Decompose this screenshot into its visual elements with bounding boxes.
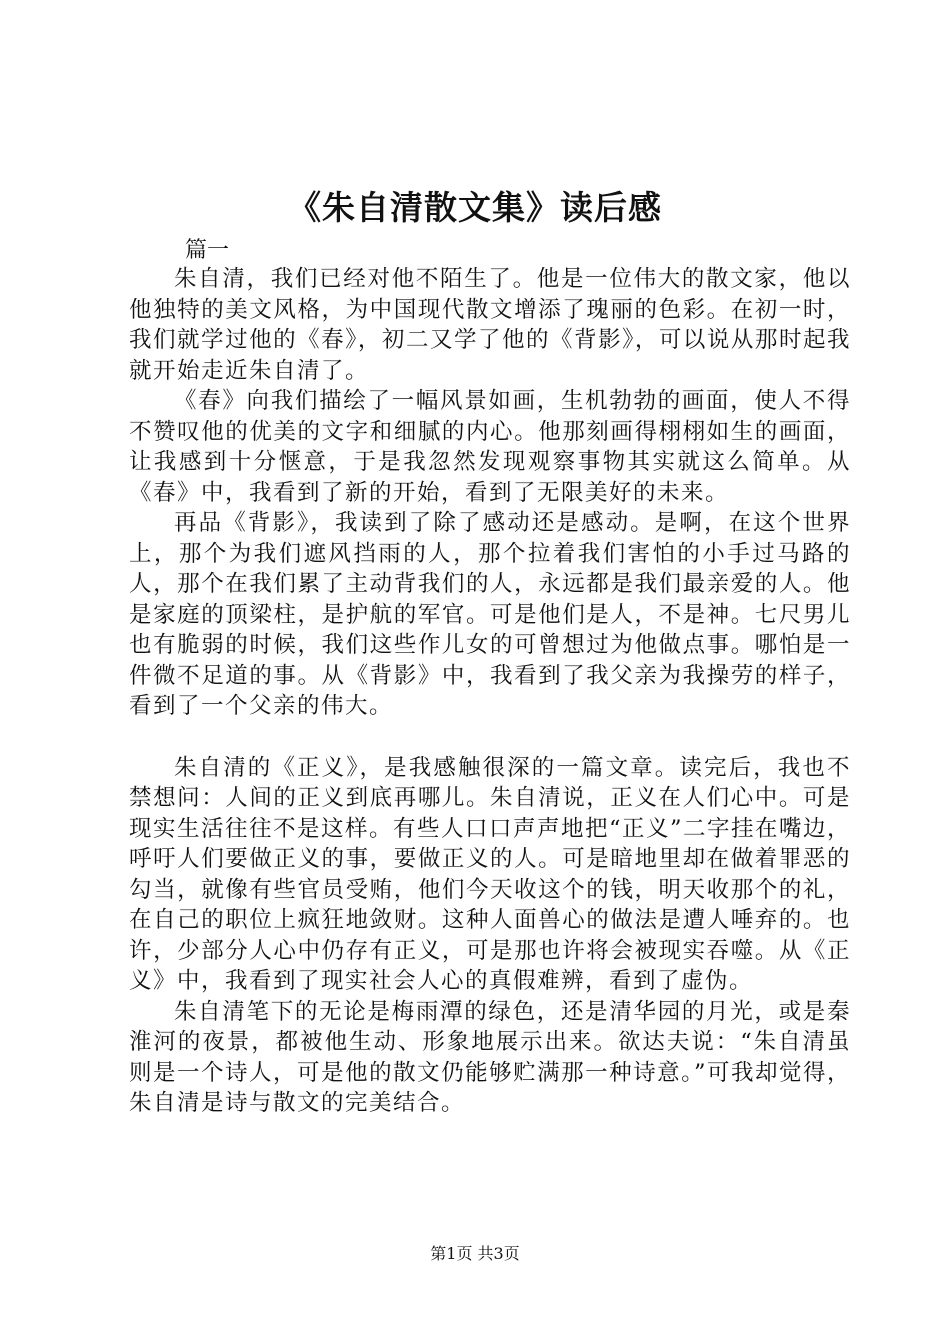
page-footer: 第1页 共3页 (430, 1244, 520, 1263)
document-body (129, 264, 851, 1119)
document-title: 《朱自清散文集》读后感 (288, 188, 662, 227)
paragraph: 朱自清的《正义》，是我感触很深的一篇文章。读完后，我也不禁想问：人间的正义到底再哪儿。朱自清说，正义在人们心中。可是现实生活往往不是这样。有些人口口声声地把“正义”二字挂在嘴边，呼吁人们要做正义的事，要做正义的人。可是暗地里却在做着罪恶的勾当，就像有些官员受贿，他们今天收这个的钱，明天收那个的礼，在自己的职位上疯狂地敛财。这种人面兽心的做法是遭人唾弃的。也许，少部分人心中仍存有正义，可是那也许将会被现实吞噬。从《正义》中，我看到了现实社会人心的真假难辨，看到了虚伪。 (129, 754, 852, 994)
paragraph: 《春》向我们描绘了一幅风景如画，生机勃勃的画面，使人不得不赞叹他的优美的文字和细腻的内心。他那刻画得栩栩如生的画面，让我感到十分惬意，于是我忽然发现观察事物其实就这么简单。从《春》中，我看到了新的开始，看到了无限美好的未来。 (129, 388, 851, 506)
paragraph: 朱自清笔下的无论是梅雨潭的绿色，还是清华园的月光，或是秦淮河的夜景，都被他生动、形象地展示出来。欲达夫说：“朱自清虽则是一个诗人，可是他的散文仍能够贮满那一种诗意。”可我却觉得，朱自清是诗与散文的完美结合。 (129, 998, 851, 1116)
paragraph: 朱自清，我们已经对他不陌生了。他是一位伟大的散文家，他以他独特的美文风格，为中国现代散文增添了瑰丽的色彩。在初一时，我们就学过他的《春》，初二又学了他的《背影》，可以说从那时起我就开始走近朱自清了。 (129, 266, 851, 384)
section-label: 篇一 (185, 238, 230, 263)
paragraph: 再品《背影》，我读到了除了感动还是感动。是啊，在这个世界上，那个为我们遮风挡雨的人，那个拉着我们害怕的小手过马路的人，那个在我们累了主动背我们的人，永远都是我们最亲爱的人。他是家庭的顶梁柱，是护航的军官。可是他们是人，不是神。七尺男儿也有脆弱的时候，我们这些作儿女的可曾想过为他做点事。哪怕是一件微不足道的事。从《背影》中，我看到了我父亲为我操劳的样子，看到了一个父亲的伟大。 (129, 510, 851, 719)
